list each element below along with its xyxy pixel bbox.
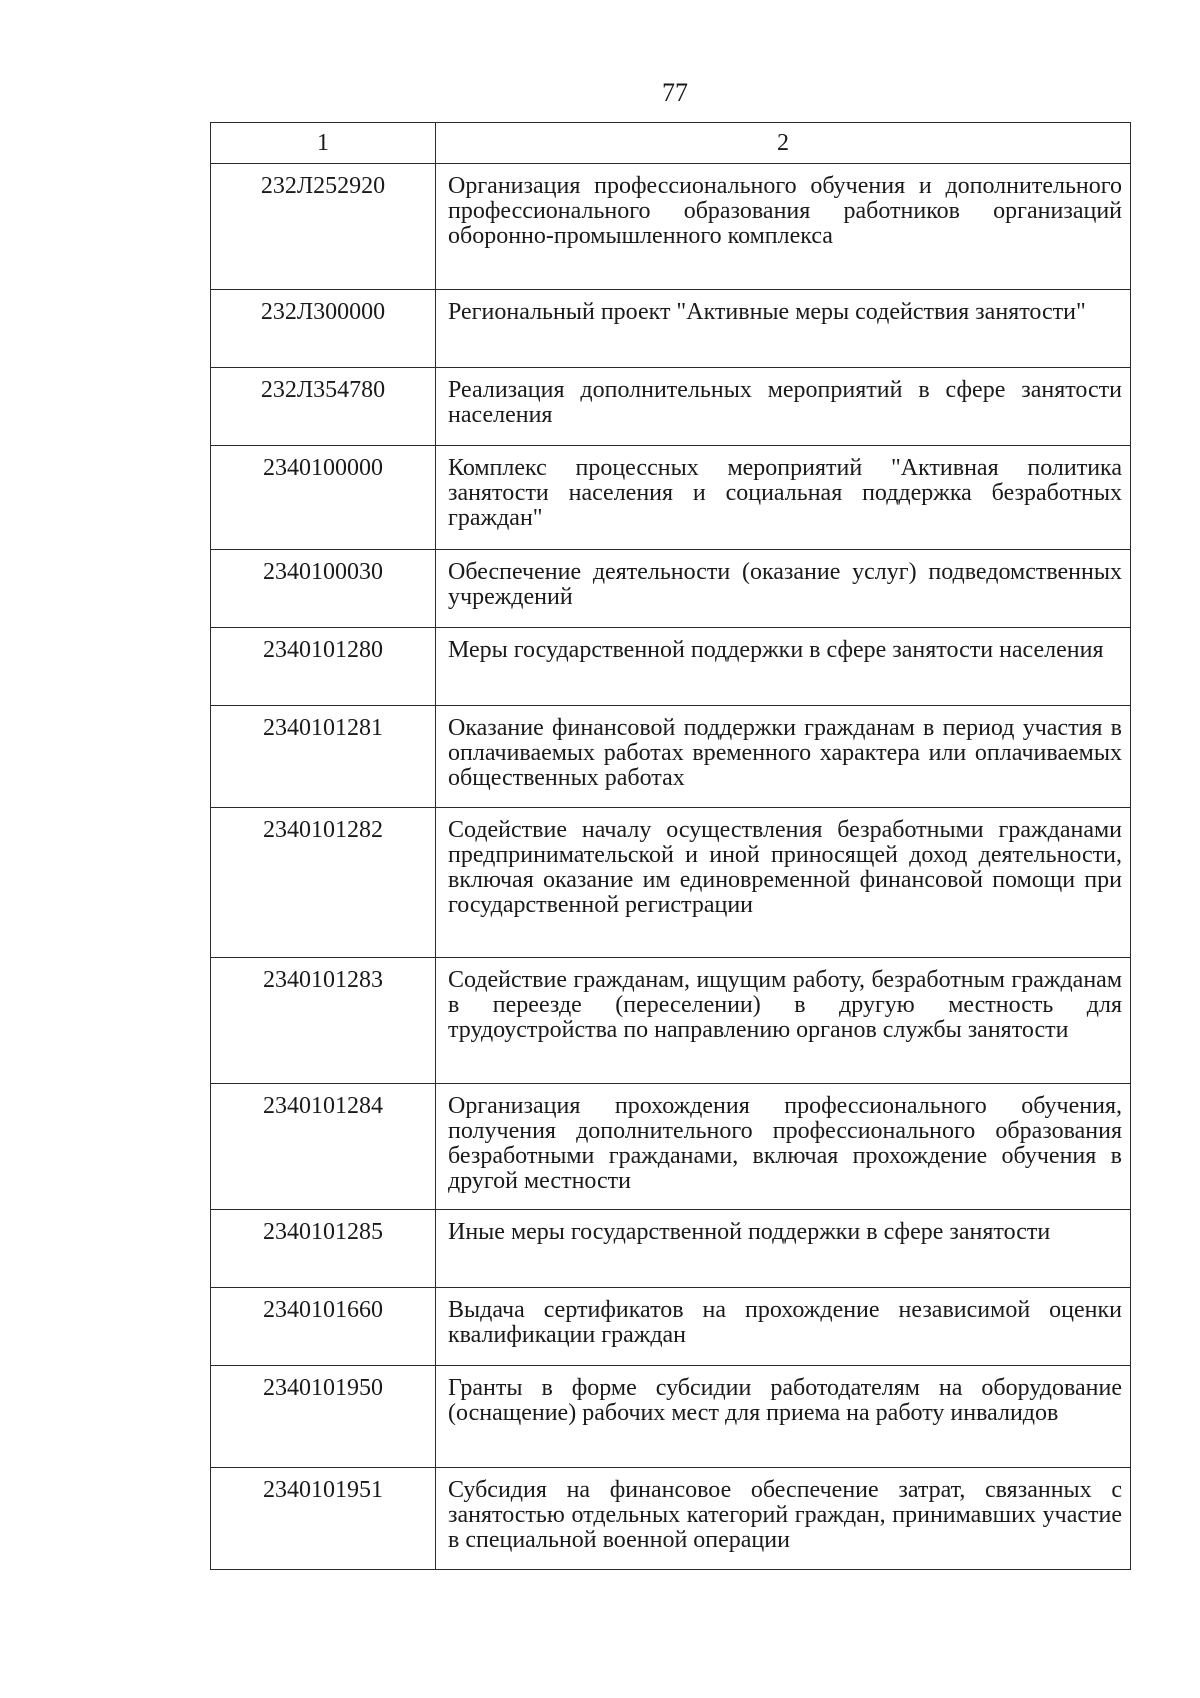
table-row xyxy=(211,1288,1131,1366)
table-row xyxy=(211,958,1131,1084)
row-code: 2340101951 xyxy=(211,1468,436,1570)
row-description: Обеспечение деятельности (оказание услуг) подведомственных учреждений xyxy=(436,550,1131,628)
column-header-2: 2 xyxy=(436,123,1131,164)
table-row xyxy=(211,290,1131,368)
row-code: 2340101284 xyxy=(211,1084,436,1210)
row-code: 232Л252920 xyxy=(211,164,436,290)
table-row xyxy=(211,368,1131,446)
row-code: 232Л300000 xyxy=(211,290,436,368)
row-code: 2340101280 xyxy=(211,628,436,706)
row-description: Комплекс процессных мероприятий "Активная политика занятости населения и социальная поддержка безработных граждан" xyxy=(436,446,1131,550)
table-row xyxy=(211,808,1131,958)
row-description: Оказание финансовой поддержки гражданам в период участия в оплачиваемых работах временного характера или оплачиваемых общественных работах xyxy=(436,706,1131,808)
table-header-row xyxy=(211,123,1131,164)
row-description: Региональный проект "Активные меры содействия занятости" xyxy=(436,290,1131,368)
row-description: Субсидия на финансовое обеспечение затрат, связанных с занятостью отдельных категорий граждан, принимавших участие в специальной военной операции xyxy=(436,1468,1131,1570)
row-code: 2340101281 xyxy=(211,706,436,808)
row-description: Реализация дополнительных мероприятий в сфере занятости населения xyxy=(436,368,1131,446)
row-code: 232Л354780 xyxy=(211,368,436,446)
row-description: Иные меры государственной поддержки в сфере занятости xyxy=(436,1210,1131,1288)
row-code: 2340101950 xyxy=(211,1366,436,1468)
row-code: 2340101285 xyxy=(211,1210,436,1288)
table-row xyxy=(211,1084,1131,1210)
row-description: Содействие началу осуществления безработными гражданами предпринимательской и иной приносящей доход деятельности, включая оказание им единовременной финансовой помощи при государственной регистрации xyxy=(436,808,1131,958)
row-code: 2340100000 xyxy=(211,446,436,550)
table-row xyxy=(211,446,1131,550)
budget-classification-table xyxy=(210,122,1131,1570)
table-row xyxy=(211,1468,1131,1570)
table-row xyxy=(211,550,1131,628)
row-code: 2340101660 xyxy=(211,1288,436,1366)
table-row xyxy=(211,628,1131,706)
row-description: Выдача сертификатов на прохождение независимой оценки квалификации граждан xyxy=(436,1288,1131,1366)
row-code: 2340100030 xyxy=(211,550,436,628)
table-row xyxy=(211,164,1131,290)
table-row xyxy=(211,706,1131,808)
row-description: Организация прохождения профессионального обучения, получения дополнительного профессионального образования безработными гражданами, включая прохождение обучения в другой местности xyxy=(436,1084,1131,1210)
page-number: 77 xyxy=(662,78,688,107)
row-description: Меры государственной поддержки в сфере занятости населения xyxy=(436,628,1131,706)
row-code: 2340101282 xyxy=(211,808,436,958)
row-description: Содействие гражданам, ищущим работу, безработным гражданам в переезде (переселении) в другую местность для трудоустройства по направлению органов службы занятости xyxy=(436,958,1131,1084)
table-row xyxy=(211,1366,1131,1468)
table-row xyxy=(211,1210,1131,1288)
row-description: Гранты в форме субсидии работодателям на оборудование (оснащение) рабочих мест для приема на работу инвалидов xyxy=(436,1366,1131,1468)
column-header-1: 1 xyxy=(211,123,436,164)
row-code: 2340101283 xyxy=(211,958,436,1084)
row-description: Организация профессионального обучения и дополнительного профессионального образования работников организаций оборонно-промышленного комплекса xyxy=(436,164,1131,290)
